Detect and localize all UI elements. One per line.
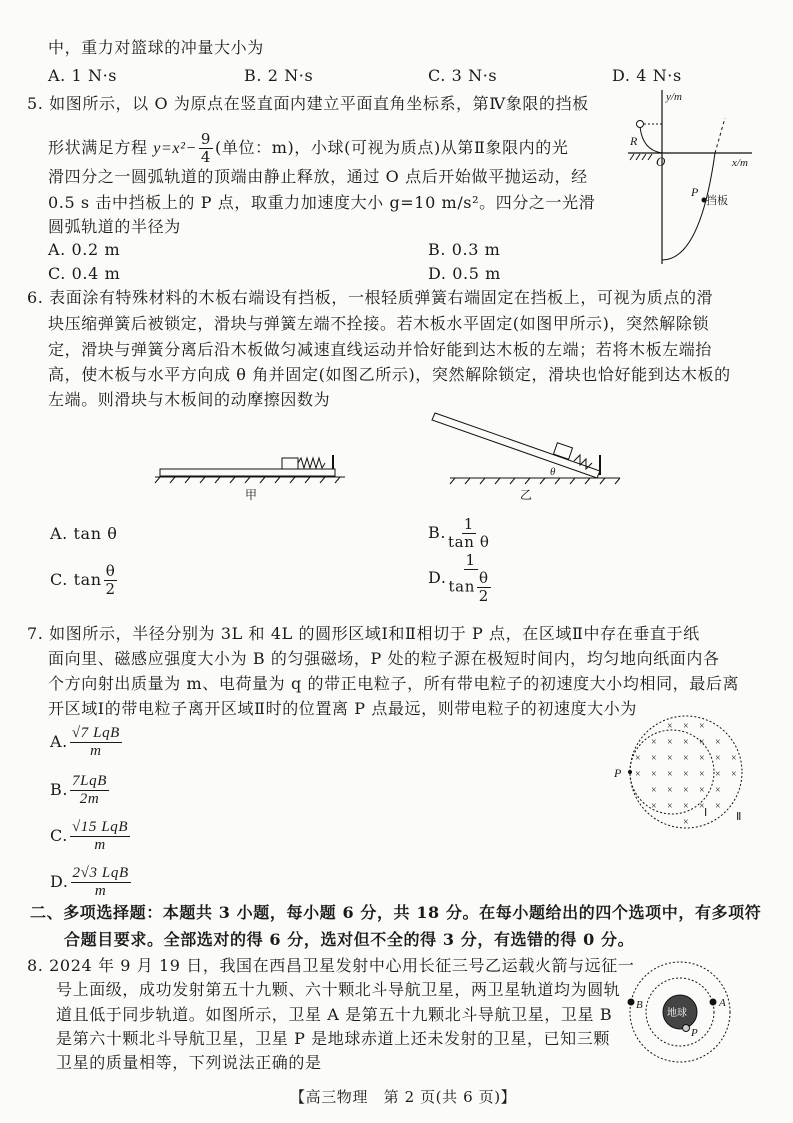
field-cross: × (667, 753, 673, 764)
option-prefix: B. (50, 780, 69, 799)
numerator: 2√3 LqB (72, 865, 129, 881)
q8-line-1: 8. 2024 年 9 月 19 日，我国在西昌卫星发射中心用长征三号乙运载火箭与远征一 (27, 956, 635, 975)
field-cross: × (667, 785, 673, 796)
field-cross: × (699, 769, 705, 780)
field-cross: × (635, 769, 641, 780)
q6-line-4: 高，使木板与水平方向成 θ 角并固定(如图乙所示)，突然解除锁定，滑块也恰好能到达木板的 (48, 365, 731, 384)
q5-equation-fraction (199, 131, 213, 166)
q6-line-2: 块压缩弹簧后被锁定，滑块与弹簧左端不拴接。若木板水平固定(如图甲所示)，突然解除锁 (48, 314, 710, 333)
slider-block (282, 458, 298, 469)
fraction (104, 563, 118, 598)
denominator (449, 570, 493, 605)
ball (637, 121, 644, 128)
fraction (71, 865, 131, 900)
field-cross: × (683, 785, 689, 796)
field-cross: × (651, 753, 657, 764)
point-p-label: P (691, 185, 699, 199)
q6-figures (150, 405, 630, 505)
fraction (70, 819, 130, 854)
q6-option-d (428, 552, 495, 605)
field-cross: × (683, 753, 689, 764)
denominator: m (90, 743, 102, 759)
q5-option-a: A. 0.2 m (48, 240, 121, 259)
q6-line-5: 左端。则滑块与木板间的动摩擦因数为 (48, 390, 331, 409)
fraction (70, 773, 109, 808)
q7-magnetic-field-figure (608, 712, 758, 832)
field-cross: × (651, 737, 657, 748)
field-cross: × (667, 721, 673, 732)
q6-option-c (50, 560, 119, 600)
fraction (449, 552, 493, 605)
radius-label: R (630, 134, 638, 148)
q5-line-3: 滑四分之一圆弧轨道的顶端由静止释放，通过 O 点后开始做平抛运动，经 (48, 167, 588, 186)
q4-option-d: D. 4 N·s (612, 66, 682, 85)
option-prefix: C. tan (50, 570, 102, 589)
field-cross: × (715, 737, 721, 748)
numerator: θ (105, 562, 116, 580)
q5-line-4: 0.5 s 击中挡板上的 P 点，取重力加速度大小 g=10 m/s²。四分之一光滑 (48, 193, 596, 212)
field-cross: × (667, 737, 673, 748)
satellite-a (710, 999, 717, 1006)
q5-option-d: D. 0.5 m (428, 264, 501, 283)
field-cross: × (651, 769, 657, 780)
q5-line-2-text: 形状满足方程 (48, 138, 154, 157)
inner-fraction (477, 570, 491, 605)
q6-line-1: 6. 表面涂有特殊材料的木板右端设有挡板，一根轻质弹簧右端固定在挡板上，可视为质点的滑 (27, 288, 714, 307)
board-horizontal (160, 469, 335, 476)
option-prefix: C. (50, 826, 68, 845)
fraction (448, 516, 489, 551)
y-axis-label: y/m (666, 91, 682, 103)
denominator-tan: tan (448, 577, 475, 596)
q8-line-4: 是第六十颗北斗导航卫星，卫星 P 是地球赤道上还未发射的卫星，已知三颗 (56, 1029, 610, 1048)
satellite-b-label: B (636, 999, 643, 1011)
q8-line-5: 卫星的质量相等，下列说法正确的是 (56, 1053, 322, 1072)
q4-option-b: B. 2 N·s (244, 66, 314, 85)
spring (298, 458, 325, 468)
q5-line-5: 圆弧轨道的半径为 (48, 217, 181, 236)
satellite-p (683, 1025, 690, 1032)
field-cross: × (731, 753, 737, 764)
field-cross: × (683, 737, 689, 748)
field-cross: × (715, 769, 721, 780)
page-footer: 【高三物理 第 2 页(共 6 页)】 (290, 1088, 517, 1106)
field-cross: × (699, 785, 705, 796)
field-cross: × (651, 801, 657, 812)
q7-line-4: 开区域Ⅰ的带电粒子离开区域Ⅱ时的位置离 P 点最远，则带电粒子的初速度大小为 (48, 699, 637, 718)
x-axis-label: x/m (732, 157, 748, 169)
field-cross: × (683, 817, 689, 828)
q6-option-a: A. tan θ (50, 524, 118, 543)
numerator: √15 LqB (71, 819, 129, 835)
numerator: 1 (463, 515, 474, 533)
field-cross: × (635, 753, 641, 764)
q5-option-c: C. 0.4 m (48, 264, 121, 283)
inner-denominator: 2 (478, 587, 489, 605)
field-crosses (635, 721, 737, 828)
field-cross: × (699, 737, 705, 748)
point-p-label: P (614, 766, 622, 780)
field-cross: × (715, 801, 721, 812)
fraction (70, 725, 122, 760)
arc-track (640, 126, 662, 153)
q5-equation-left: y=x²− (153, 140, 197, 157)
q4-stem-tail: 中，重力对篮球的冲量大小为 (48, 38, 264, 57)
denominator: 2 (105, 580, 116, 598)
numerator: √7 LqB (71, 725, 120, 741)
q5-line-1: 5. 如图所示，以 O 为原点在竖直面内建立平面直角坐标系，第Ⅳ象限的挡板 (27, 94, 589, 113)
q4-option-a: A. 1 N·s (48, 66, 118, 85)
field-cross: × (699, 801, 705, 812)
section-2-heading-line-1: 二、多项选择题：本题共 3 小题，每小题 6 分，共 18 分。在每小题给出的四个选项中，有多项符 (30, 903, 762, 922)
option-prefix: A. (50, 732, 68, 751)
satellite-b (628, 999, 635, 1006)
q7-line-2: 面向里、磁感应强度大小为 B 的匀强磁场，P 处的粒子源在极短时间内，均匀地向纸面内各 (48, 649, 720, 668)
satellite-p-label: P (691, 1027, 698, 1039)
region-2-label: Ⅱ (736, 811, 742, 823)
option-prefix: B. (428, 523, 447, 542)
q5-option-b: B. 0.3 m (428, 240, 501, 259)
origin-label: O (656, 154, 666, 169)
q8-orbit-figure (620, 960, 740, 1065)
inner-numerator: θ (478, 569, 489, 587)
field-cross: × (731, 769, 737, 780)
slider-block-inclined (553, 443, 572, 460)
denominator: m (94, 883, 107, 899)
field-cross: × (699, 721, 705, 732)
field-cross: × (683, 769, 689, 780)
theta-label: θ (550, 466, 556, 478)
q5-coordinate-figure (620, 88, 760, 268)
q5-line-2 (48, 131, 568, 166)
q7-option-d (50, 862, 133, 902)
q4-option-c: C. 3 N·s (428, 66, 498, 85)
satellite-a-label: A (719, 997, 726, 1009)
earth-label: 地球 (667, 1008, 687, 1019)
board-extension (715, 118, 725, 153)
field-cross: × (715, 785, 721, 796)
section-2-heading-line-2: 合题目要求。全部选对的得 6 分，选对但不全的得 3 分，有选错的得 0 分。 (64, 930, 635, 949)
field-cross: × (715, 753, 721, 764)
field-cross: × (651, 785, 657, 796)
q7-option-b (50, 770, 111, 810)
q7-option-c (50, 816, 132, 856)
denominator: tan θ (448, 533, 490, 551)
region-1-label: Ⅰ (704, 807, 708, 819)
ground-hatch (155, 477, 340, 483)
denominator: m (94, 837, 106, 853)
figure-yi-label: 乙 (520, 488, 533, 502)
q8-line-3: 道且低于同步轨道。如图所示，卫星 A 是第五十九颗北斗导航卫星，卫星 B (56, 1005, 613, 1024)
numerator: 1 (465, 551, 476, 569)
q7-option-a (50, 722, 124, 762)
board-inclined (432, 413, 600, 478)
option-prefix: D. (50, 872, 69, 891)
q6-option-b (428, 513, 491, 553)
field-cross: × (683, 721, 689, 732)
denominator: 2m (79, 791, 100, 807)
field-cross: × (699, 753, 705, 764)
figure-jia-label: 甲 (245, 488, 258, 502)
field-cross: × (667, 801, 673, 812)
board-label: 挡板 (706, 195, 728, 207)
q8-line-2: 号上面级，成功发射第五十九颗、六十颗北斗导航卫星，两卫星轨道均为圆轨 (56, 980, 621, 999)
denominator: 4 (200, 148, 212, 166)
numerator: 9 (200, 130, 212, 148)
numerator: 7LqB (72, 773, 107, 789)
option-prefix: D. (428, 568, 447, 587)
q6-line-3: 定，滑块与弹簧分离后沿木板做匀减速直线运动并恰好能到达木板的左端；若将木板左端抬 (48, 340, 713, 359)
q7-line-3: 个方向射出质量为 m、电荷量为 q 的带正电粒子，所有带电粒子的初速度大小均相同，最后离 (48, 674, 740, 693)
q5-equation-right: (单位：m)，小球(可视为质点)从第Ⅱ象限内的光 (215, 138, 569, 157)
q7-line-1: 7. 如图所示，半径分别为 3L 和 4L 的圆形区域Ⅰ和Ⅱ相切于 P 点，在区域Ⅱ中存在垂直于纸 (27, 624, 700, 643)
field-cross: × (667, 769, 673, 780)
ground-hatch-inclined (450, 478, 620, 484)
ground-hatch (630, 154, 652, 160)
field-cross: × (683, 801, 689, 812)
point-p (628, 770, 632, 774)
